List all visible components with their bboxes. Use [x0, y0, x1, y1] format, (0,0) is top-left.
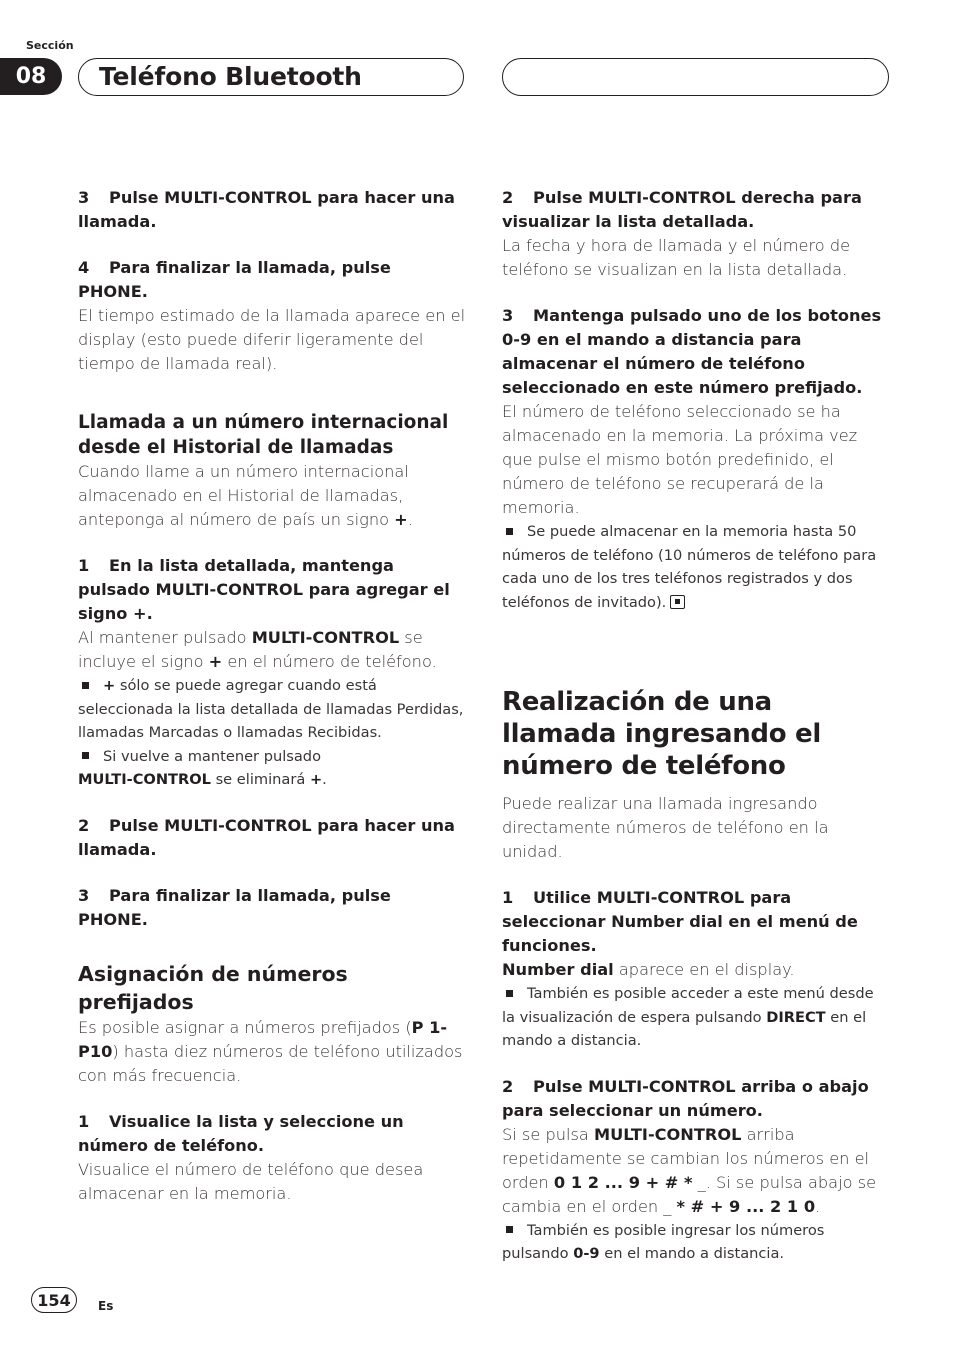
- header-empty-box: [502, 58, 889, 96]
- preset-step-2-body: La fecha y hora de llamada y el número de teléfono se visualizan en la lista detallada.: [502, 236, 851, 279]
- preset-step-3-note: Se puede almacenar en la memoria hasta 50 números de teléfono (10 números de teléfono para cada uno de los tres teléfonos registrados y dos teléfonos de invitado).: [502, 523, 877, 611]
- intl-body: Cuando llame a un número internacional almacenado en el Historial de llamadas, anteponga al número de país un signo +.: [78, 462, 413, 529]
- intl-note-2: Si vuelve a mantener pulsado MULTI-CONTROL se eliminará +.: [78, 747, 327, 788]
- dial-note-2: También es posible ingresar los números pulsando 0-9 en el mando a distancia.: [502, 1221, 825, 1262]
- language-code: Es: [98, 1299, 114, 1313]
- dial-note-1: También es posible acceder a este menú desde la visualización de espera pulsando DIRECT en el mando a distancia.: [502, 985, 874, 1049]
- right-column: [502, 186, 890, 1266]
- dial-body: Puede realizar una llamada ingresando directamente números de teléfono en la unidad.: [502, 794, 829, 861]
- step-4-end-call: 4 Para finalizar la llamada, pulse PHONE.: [78, 258, 391, 301]
- left-column: [78, 186, 466, 1206]
- preset-step-3: 3 Mantenga pulsado uno de los botones 0-9 en el mando a distancia para almacenar el número de teléfono seleccionado en este número prefijado.: [502, 306, 882, 397]
- dial-step-2: 2 Pulse MULTI-CONTROL arriba o abajo para seleccionar un número.: [502, 1076, 869, 1120]
- dial-step-1-body: Number dial aparece en el display.: [502, 960, 795, 979]
- bullet-square-icon: [506, 990, 513, 997]
- preset-heading: Asignación de números prefijados: [78, 961, 348, 1014]
- intl-step-1: 1 En la lista detallada, mantenga pulsado MULTI-CONTROL para agregar el signo +.: [78, 556, 450, 623]
- preset-step-1-body: Visualice el número de teléfono que desea almacenar en la memoria.: [78, 1159, 424, 1203]
- end-of-section-icon: [670, 595, 685, 609]
- intl-step-3: 3 Para finalizar la llamada, pulse PHONE.: [78, 885, 391, 929]
- step-4-body: El tiempo estimado de la llamada aparece en el display (esto puede diferir ligeramente del tiempo de llamada real).: [78, 306, 466, 373]
- bullet-square-icon: [82, 752, 89, 759]
- preset-step-1: 1 Visualice la lista y seleccione un número de teléfono.: [78, 1111, 404, 1155]
- bullet-square-icon: [506, 528, 513, 535]
- chapter-title-box: [78, 58, 464, 96]
- intl-heading: Llamada a un número internacional desde el Historial de llamadas: [78, 412, 449, 458]
- dial-heading: Realización de una llamada ingresando el número de teléfono: [502, 687, 822, 781]
- step-3-call: 3 Pulse MULTI-CONTROL para hacer una llamada.: [78, 188, 455, 231]
- dial-step-1: 1 Utilice MULTI-CONTROL para seleccionar Number dial en el menú de funciones.: [502, 888, 858, 955]
- preset-step-2: 2 Pulse MULTI-CONTROL derecha para visualizar la lista detallada.: [502, 188, 862, 231]
- section-label: Sección: [26, 39, 74, 52]
- chapter-title: Teléfono Bluetooth: [99, 62, 362, 91]
- page-number: 154: [31, 1287, 77, 1313]
- intl-note-1: + sólo se puede agregar cuando está seleccionada la lista detallada de llamadas Perdidas, llamadas Marcadas o llamadas Recibidas.: [78, 677, 464, 741]
- bullet-square-icon: [82, 682, 89, 689]
- dial-step-2-body: Si se pulsa MULTI-CONTROL arriba repetidamente se cambian los números en el orden 0 1 2 ... 9 + # * _. Si se pulsa abajo se cambia en el orden _ * # + 9 ... 2 1 0.: [502, 1124, 877, 1216]
- intl-step-2: 2 Pulse MULTI-CONTROL para hacer una llamada.: [78, 815, 455, 859]
- preset-body: Es posible asignar a números prefijados (P 1-P10) hasta diez números de teléfono utilizados con más frecuencia.: [78, 1017, 463, 1085]
- preset-step-3-body: El número de teléfono seleccionado se ha almacenado en la memoria. La próxima vez que pulse el mismo botón predefinido, el número de teléfono se recuperará de la memoria.: [502, 402, 858, 517]
- bullet-square-icon: [506, 1226, 513, 1233]
- intl-step-1-body: Al mantener pulsado MULTI-CONTROL se incluye el signo + en el número de teléfono.: [78, 628, 437, 671]
- section-number-badge: 08: [0, 58, 62, 95]
